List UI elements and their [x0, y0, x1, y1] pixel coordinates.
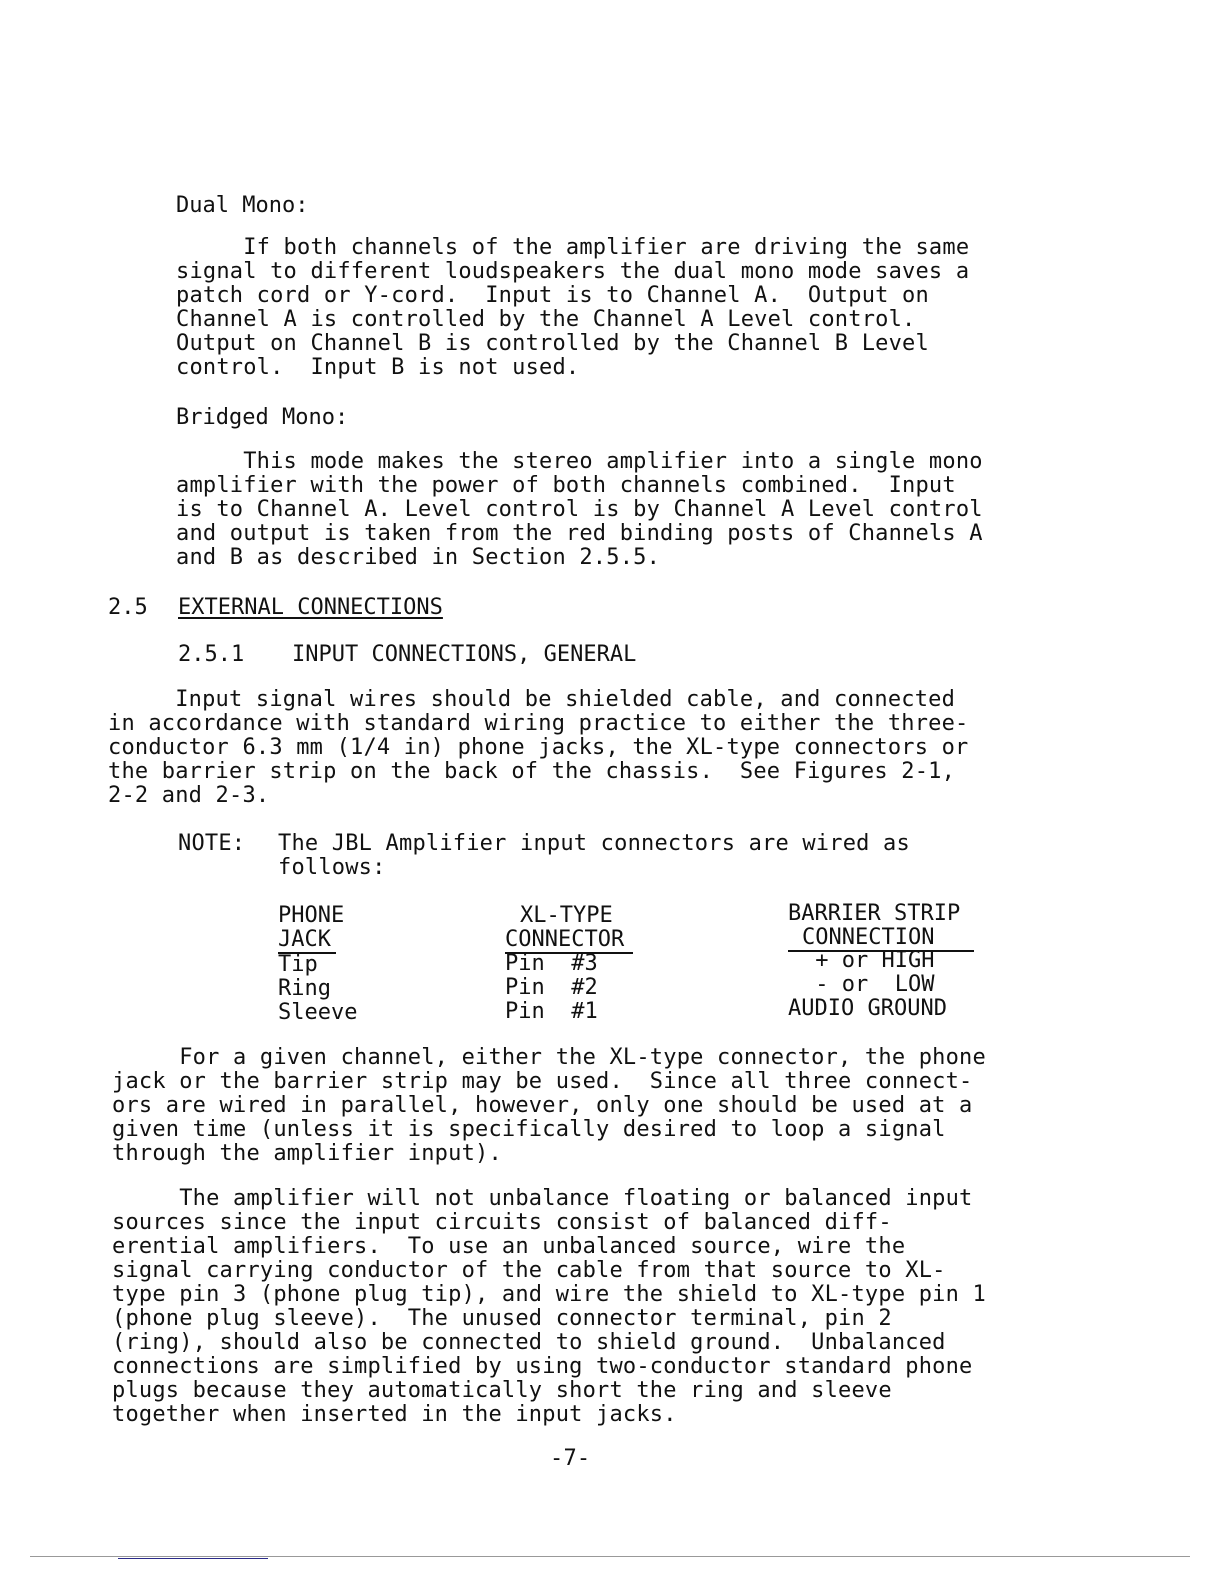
table-header-xl-2: CONNECTOR [505, 927, 625, 952]
paragraph-line: conductor 6.3 mm (1/4 in) phone jacks, the XL-type connectors or [108, 735, 969, 760]
table-header-phone-1: PHONE [278, 903, 345, 928]
table-header-phone-2: JACK [278, 927, 331, 952]
table-cell-xl: Pin #3 [505, 951, 598, 976]
paragraph-line: is to Channel A. Level control is by Channel A Level control [176, 497, 983, 522]
paragraph-line: Output on Channel B is controlled by the Channel B Level [176, 331, 929, 356]
paragraph-line: connections are simplified by using two-conductor standard phone [112, 1354, 973, 1379]
paragraph-line: control. Input B is not used. [176, 355, 580, 380]
table-cell-phone: Ring [278, 976, 331, 1001]
table-cell-xl: Pin #2 [505, 975, 598, 1000]
note-label: NOTE: [178, 831, 246, 856]
paragraph-line: 2-2 and 2-3. [108, 783, 270, 808]
paragraph-line: Input signal wires should be shielded cable, and connected [108, 687, 956, 712]
paragraph-line: in accordance with standard wiring practice to either the three- [108, 711, 969, 736]
paragraph-line: plugs because they automatically short the ring and sleeve [112, 1378, 892, 1403]
table-cell-barrier: + or HIGH [802, 948, 935, 973]
table-cell-barrier: - or LOW [802, 972, 935, 997]
paragraph-line: ors are wired in parallel, however, only one should be used at a [112, 1093, 973, 1118]
paragraph-line: This mode makes the stereo amplifier into a single mono [176, 449, 983, 474]
table-header-barrier-1: BARRIER STRIP [788, 901, 961, 926]
paragraph-line: If both channels of the amplifier are driving the same [176, 235, 970, 260]
table-cell-phone: Tip [278, 952, 318, 977]
table-cell-barrier: AUDIO GROUND [788, 996, 947, 1021]
paragraph-line: (phone plug sleeve). The unused connector terminal, pin 2 [112, 1306, 892, 1331]
paragraph-line: amplifier with the power of both channels combined. Input [176, 473, 956, 498]
paragraph-line: signal carrying conductor of the cable from that source to XL- [112, 1258, 946, 1283]
note-line: The JBL Amplifier input connectors are wired as [278, 831, 910, 856]
bridged-mono-heading: Bridged Mono: [176, 405, 349, 430]
paragraph-line: For a given channel, either the XL-type connector, the phone [112, 1045, 986, 1070]
subsection-number: 2.5.1 [178, 642, 245, 667]
table-header-barrier-2: CONNECTION [802, 925, 935, 950]
paragraph-line: and B as described in Section 2.5.5. [176, 545, 661, 570]
subsection-title: INPUT CONNECTIONS, GENERAL [292, 642, 637, 667]
paragraph-line: (ring), should also be connected to shield ground. Unbalanced [112, 1330, 946, 1355]
table-cell-xl: Pin #1 [505, 999, 598, 1024]
table-cell-phone: Sleeve [278, 1000, 358, 1025]
paragraph-line: patch cord or Y-cord. Input is to Channel A. Output on [176, 283, 929, 308]
paragraph-line: type pin 3 (phone plug tip), and wire the shield to XL-type pin 1 [112, 1282, 986, 1307]
scan-edge-line [30, 1556, 1190, 1557]
paragraph-line: signal to different loudspeakers the dual mono mode saves a [176, 259, 970, 284]
table-header-xl-1: XL-TYPE [520, 903, 613, 928]
paragraph-line: jack or the barrier strip may be used. Since all three connect- [112, 1069, 973, 1094]
paragraph-line: Channel A is controlled by the Channel A Level control. [176, 307, 916, 332]
page-number: -7- [550, 1446, 591, 1471]
paragraph-line: through the amplifier input). [112, 1141, 502, 1166]
section-title: EXTERNAL CONNECTIONS [178, 595, 443, 620]
paragraph-line: the barrier strip on the back of the chassis. See Figures 2-1, [108, 759, 956, 784]
paragraph-line: sources since the input circuits consist of balanced diff- [112, 1210, 892, 1235]
paragraph-line: together when inserted in the input jacks. [112, 1402, 677, 1427]
paragraph-line: The amplifier will not unbalance floating or balanced input [112, 1186, 973, 1211]
dual-mono-heading: Dual Mono: [176, 193, 309, 218]
paragraph-line: and output is taken from the red binding posts of Channels A [176, 521, 983, 546]
paragraph-line: given time (unless it is specifically desired to loop a signal [112, 1117, 946, 1142]
section-number: 2.5 [108, 595, 148, 620]
note-line: follows: [278, 855, 386, 880]
paragraph-line: erential amplifiers. To use an unbalanced source, wire the [112, 1234, 906, 1259]
scan-edge-mark [118, 1558, 268, 1559]
